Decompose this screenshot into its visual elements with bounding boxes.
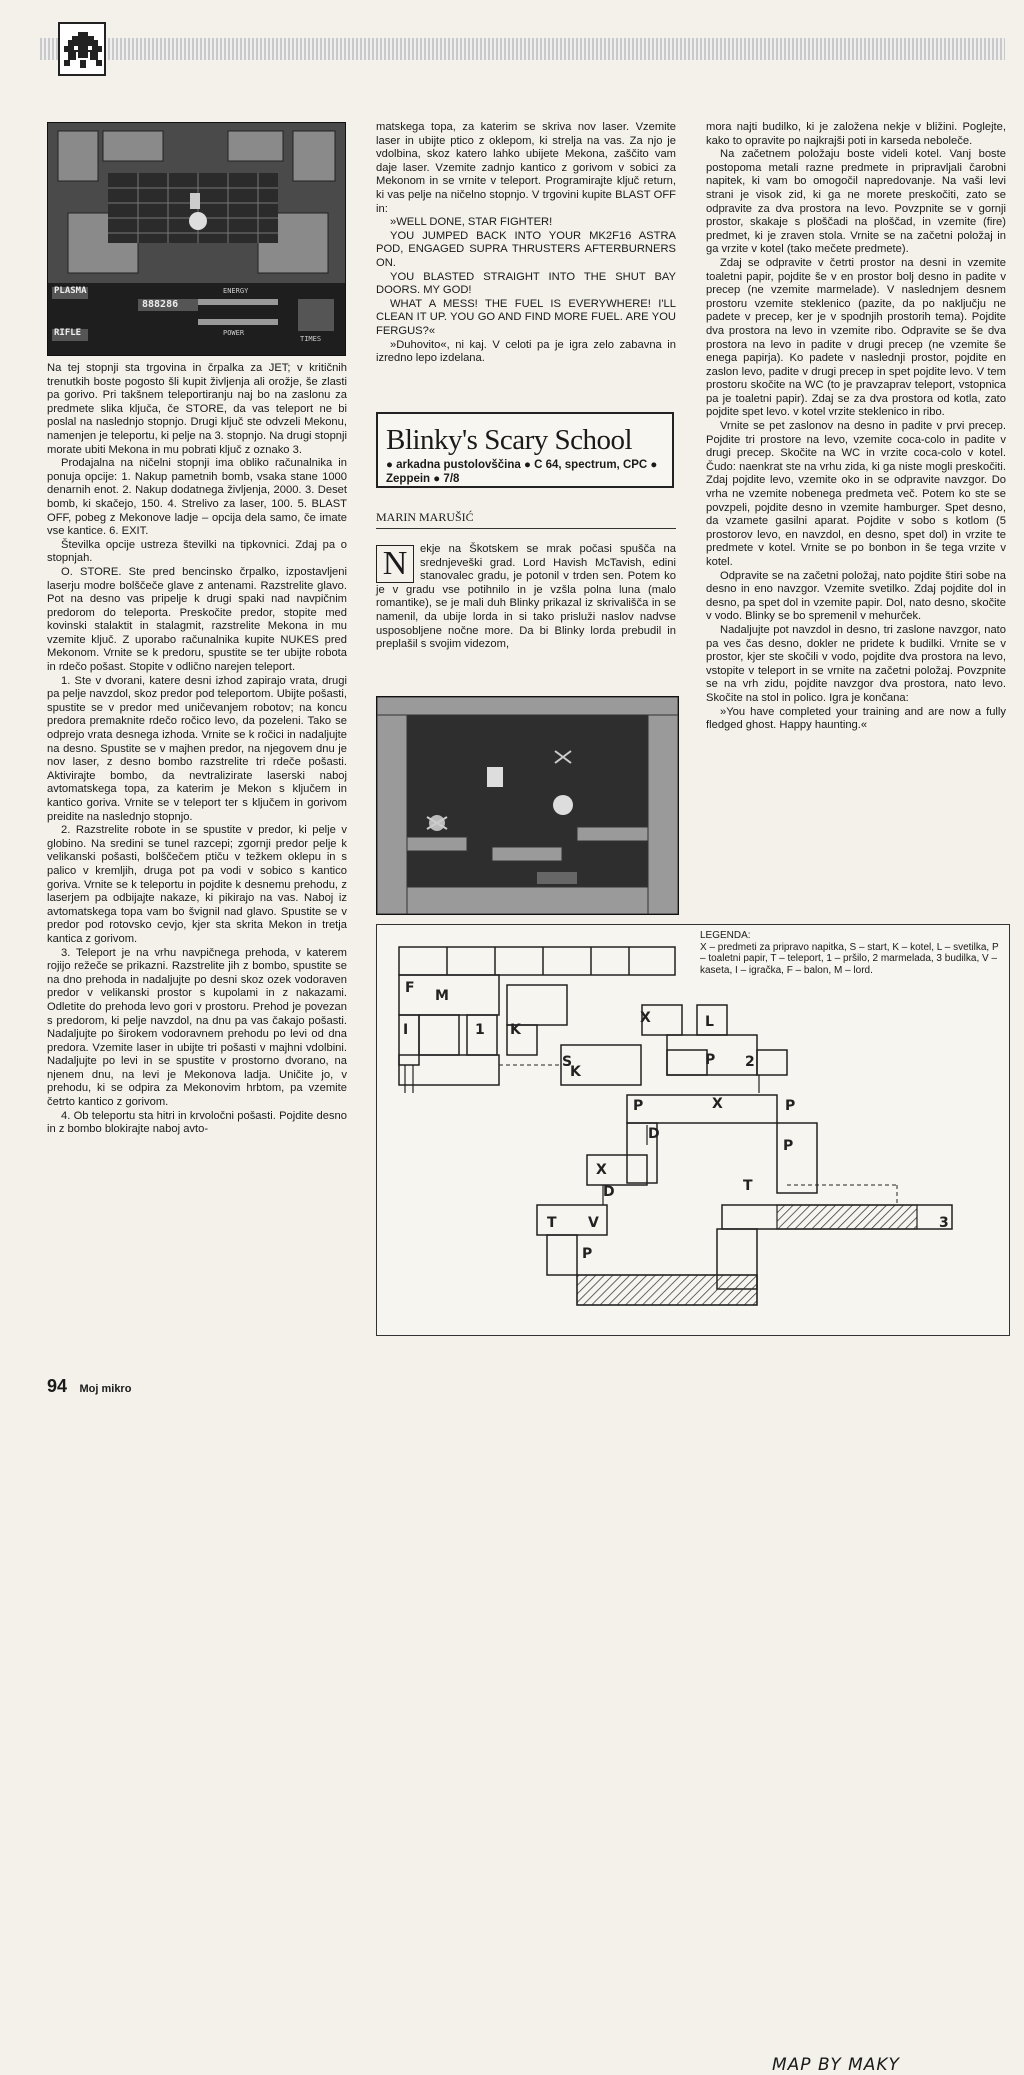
map-room-label: 1 [475, 1022, 485, 1038]
map-room-label: D [603, 1184, 615, 1200]
hud-weapon-secondary: RIFLE [54, 328, 82, 338]
paragraph: YOU BLASTED STRAIGHT INTO THE SHUT BAY DOORS. MY GOD! [376, 270, 676, 297]
magazine-name: Moj mikro [79, 1383, 132, 1395]
article-title-box [376, 412, 674, 488]
paragraph: Zdaj se odpravite v četrti prostor na desni in vzemite toaletni papir, pojdite še v en prostor bolj desno in padite v precep (ne vzemite marmelade). V naslednjem desnem prostoru vzemite steklenico (pazite, da po naključju ne padete v precep, ker je v spodnjih prostorih tema). Pojdite dva prostora na levo in vzemite ribo. Odpravite se še dva prostora na levo in padite v drugi precep (ne vzemite še enega papirja). Ko padete v naslednji prostor, pojdite en zaslon levo, padite v drugi precep in spet pojdite levo. V tem prostoru skočite na WC (to je pravzaprav teleport, vstopnica pa je toaletni papir). Zdaj se za dva prostora od kotla, zato pojdite spet levo. v kotel vrzite steklenico in ribo. [706, 256, 1006, 419]
hud-energy-label: ENERGY [223, 287, 249, 295]
game-screenshot-blinky [376, 696, 679, 915]
page-number: 94 [47, 1376, 68, 1396]
legend-heading: LEGENDA: [700, 930, 751, 941]
map-room-label: T [743, 1178, 753, 1194]
paragraph: »You have completed your training and are now a fully fledged ghost. Happy haunting.« [706, 705, 1006, 732]
legend-text: X – predmeti za pripravo napitka, S – start, K – kotel, L – svetilka, P – toaletni papir, T – teleport, 1 – pršilo, 2 marmelada, 3 budilka, V – kaseta, I – igračka, F – balon, M – lord. [700, 941, 999, 976]
map-signature: MAP BY MAKY [772, 2055, 900, 2075]
article-byline: MARIN MARUŠIĆ [376, 510, 676, 529]
map-room-label: T [547, 1215, 557, 1231]
paragraph: 4. Ob teleportu sta hitri in krvoločni pošasti. Pojdite desno in z bombo blokirajte naboj avto- [47, 1109, 347, 1136]
map-room-label: P [785, 1098, 796, 1114]
map-room-label: P [582, 1246, 593, 1262]
paragraph: »WELL DONE, STAR FIGHTER! [390, 216, 553, 229]
paragraph: 2. Razstrelite robote in se spustite v predor, ki pelje v globino. Na sredini se tunel razcepi; zgornji predor pelje k velikanski pošasti, bolščečem ptiču v težkem oklepu in s palico v kremljih, druga pot pa vodi v sobico s kantico goriva. Vrnite se k teleportu in pojdite k desnemu prehodu, z laserjem pa odbijajte nakaze, ki pikirajo na vas. Naboj iz avtomatskega topa vam bo švignil nad glavo. Spustite se v predor pod rotovsko cevjo, kjer sta skrita Mekon in tretja kantica z gorivom. [47, 824, 347, 945]
map-room-label: 2 [745, 1054, 755, 1070]
map-legend [700, 930, 1000, 976]
paragraph: WHAT A MESS! THE FUEL IS EVERYWHERE! I'LL CLEAN IT UP. YOU GO AND FIND MORE FUEL. ARE YOU FERGUS?« [376, 297, 676, 337]
paragraph: Prodajalna na ničelni stopnji ima obliko računalnika in ponuja opcije: 1. Nakup pametnih bomb, vsaka stane 1000 denarnih enot. 2. Nakup dodatnega življenja, 2000. 3. Deset bomb, ki skačejo, 150. 4. Strelivo za laser, 100. 5. BLAST OFF, pobeg z Mekonove ladje – opcija dela samo, če imate vse kantice. 6. EXIT. [47, 457, 347, 538]
paragraph: matskega topa, za katerim se skriva nov laser. Vzemite laser in ubijte ptico z oklepom, ki strelja na vas. Za njo je vdolbina, skoz katero lahko ubijete Mekona, zaščito vam daje laser. Vzemite zadnjo kantico z gorivom v sobici za Mekonom in se vrnite v teleport. Programirajte ključ return, ki vas pelje na ničelno stopnjo. V trgovini kupite BLAST OFF in: [376, 121, 676, 215]
hud-times-label: TIMES [300, 335, 322, 343]
hud-weapon-primary: PLASMA [54, 286, 87, 296]
intro-text: ekje na Škotskem se mrak počasi spušča na srednjeveški grad. Lord Havish McTavish, edini stanovalec gradu, je potonil v trden sen. Potem ko je v gradu vse potihnilo in je vzšla polna luna (malo romantike), se je mali duh Blinky prikazal iz skrivališča in se namenil, da ubije lorda in si tako prisluži naslov nadvse usposobljene nočne more. Da bi Blinky lorda prebudil in preplašil s svojim videzom, [376, 543, 676, 651]
map-room-label: X [596, 1162, 607, 1178]
paragraph: O. STORE. Ste pred bencinsko črpalko, izpostavljeni laserju modre bolščeče glave z antenami. Razstrelite glavo. Pot na desno vas pripelje k drugi spaki nad navpičnim predorom do teleporta. Preskočite predor, stopite med kovinski stalaktit in stalagmit, razstrelite Mekona in mu vzemite ključ. Z uporabo računalnika kupite NUKES pred Mekonom. Vrnite se k predoru, spustite se ter ubijte robota in rdečo pošast. Stopite v odlično narejen teleport. [47, 565, 347, 674]
game-map [376, 924, 1010, 2075]
magazine-logo [58, 22, 106, 76]
hud-score: 888286 [142, 299, 179, 310]
map-drawing [377, 925, 1011, 1337]
drop-cap: N [376, 545, 414, 583]
article-title: Blinky's Scary School [386, 424, 633, 456]
map-room-label: M [435, 988, 449, 1004]
map-room-label: X [712, 1096, 723, 1112]
map-room-label: P [633, 1098, 644, 1114]
left-text-column [47, 362, 347, 1137]
game-screenshot-mk2 [47, 122, 346, 356]
header-stripe [40, 38, 1005, 60]
paragraph: Na začetnem položaju boste videli kotel. Vanj boste postopoma metali razne predmete in pripravljali čarobni napitek, ki vam bo omogočil napredovanje. Na vaši levi strani je visok zid, ki ga ne morete preskočiti, zato se odpravite za dva prostora na levo. Povzpnite se v gornji prostor, skakaje s ploščadi na ploščad, in vzemite (fire) predmet, ki je zraven stola. Vrnite se na začetni položaj in ga vrzite v kotel (tako mečete predmete). [706, 148, 1006, 256]
map-room-label: X [640, 1010, 651, 1026]
middle-text-column [376, 121, 676, 366]
hud-power-label: POWER [223, 329, 245, 337]
paragraph: YOU JUMPED BACK INTO YOUR MK2F16 ASTRA POD, ENGAGED SUPRA THRUSTERS AFTERBURNERS ON. [376, 229, 676, 269]
space-invader-icon [64, 30, 102, 70]
paragraph: Odpravite se na začetni položaj, nato pojdite štiri sobe na desno in eno navzgor. Vzemite svetilko. Zdaj pojdite dol in desno, pa spet dol in vzemite papir. Dol, nato desno, skočite v vodo. Blinky se bo spremenil v mehurček. [706, 569, 1006, 623]
paragraph: Nadaljujte pot navzdol in desno, tri zaslone navzgor, nato pa ves čas desno, dokler ne pridete k budilki. Vrnite se v prostor, kjer ste skočili v vodo, pojdite dva prostora na levo, vstopite v teleport in se vrnite na začetni položaj. Povzpnite se na vrh zidu, pojdite navzgor dva prostora, nato levo. Skočite na stol in polico. Igra je končana: [706, 623, 1006, 704]
paragraph: 1. Ste v dvorani, katere desni izhod zapirajo vrata, drugi pa pelje navzdol, skoz predor pod teleportom. Ubijte pošasti, spustite se v predor med uničevanjem robotov; na koncu predora premaknite rdečo ročico levo, da pozeleni. Tako se odprejo vrata desnega izhoda. Vrnite se k ročici in nadaljujte na desno. Spustite se v majhen predor, na njegovem dnu je nov laser, z desno bombo razstrelite tri rdeče pošasti. Aktivirajte bombo, da nevtralizirate laserski naboj avtomatskega topa, za katerim je Mekon s ključem in kantico goriva. Vrnite se v teleport ter s ključem in gorivom preidite na naslednjo stopnjo. [47, 674, 347, 823]
map-room-label: S [562, 1054, 573, 1070]
article-meta: ● arkadna pustolovščina ● C 64, spectrum, CPC ● Zeppein ● 7/8 [386, 459, 658, 485]
article-intro [376, 543, 676, 652]
paragraph: Vrnite se pet zaslonov na desno in padite v prvi precep. Pojdite tri prostore na levo, vzemite coca-colo in padite v drugi precep. Skočite na WC in vrzite coca-colo v kotel. Čudo: naenkrat ste na vrhu zida, ki ga niste mogli preskočiti. Zdaj pojdite levo, vzemite oko in se odpravite navzgor. Do vrha ne vzemite nobenega predmeta več. Potem ko ste se povzpeli, pojdite desno in vzemite hamburger. Spet desno, da vzamete gasilni aparat. Pojdite v sobo s kotlom (5 prostorov levo, en navzdol, en desno, spet dol) in vrzite te predmete v kotel. Vrnite se po bonbon in še tega vrzite v kotel. [706, 420, 1006, 568]
map-room-label: K [570, 1064, 581, 1080]
paragraph: mora najti budilko, ki je založena nekje v bližini. Poglejte, kako to opravite po najkrajši poti in karseda neboleče. [706, 121, 1006, 147]
map-room-label: 3 [939, 1215, 949, 1231]
map-room-label: D [648, 1126, 660, 1142]
paragraph: 3. Teleport je na vrhu navpičnega prehoda, v katerem rojijo režeče se prikazni. Razstrelite jih z bombo, spustite se na dno prehoda in nadaljujte po desni skoz ozek vodoraven predor v velikanski prostor s kupolami in z nakazami. Odletite do prehoda levo gori v prostoru. Prehod je povezan s predorom, ki pelje navzdol, na dnu pa vas čakajo pošasti. Nadaljujte po širokem vodoravnem prehodu po levi od dna predora. Vzemite laser in ubijte tri pošasti v majhni vdolbini. Nadaljujte po levi in se spustite v prostorno dvorano, na njenem dnu, na levi je Mekonova ladja. Uničite jo, v prehodu, ki se odpira za Mekonovim hrbtom, pa vzemite četrto kantico z gorivom. [47, 946, 347, 1109]
map-room-label: L [705, 1014, 714, 1030]
map-room-label: V [588, 1215, 599, 1231]
map-room-label: F [405, 980, 415, 996]
paragraph: Na tej stopnji sta trgovina in črpalka za JET; v kritičnih trenutkih boste pogosto šli kupit življenja ali orožje, še zlasti pa gorivo. Pri takšnem teleportiranju naj bo na zaslonu za predmete slika ključa, če STORE, da vas teleport ne bi poslal na naslednjo stopnjo. Drugi ključ ste odvzeli Mekonu, namenjen je teleportu, ki pelje na 3. stopnjo. Na drugi stopnji morate ubiti Mekona in mu pobrati ključ z oznako 3. [47, 362, 347, 456]
map-room-label: P [705, 1052, 716, 1068]
map-room-label: I [403, 1022, 409, 1038]
right-text-column [706, 121, 1006, 733]
paragraph: »Duhovito«, ni kaj. V celoti pa je igra zelo zabavna in izredno lepo izdelana. [376, 338, 676, 365]
map-room-label: P [783, 1138, 794, 1154]
page-footer [47, 1376, 131, 1397]
paragraph: Številka opcije ustreza številki na tipkovnici. Zdaj pa o stopnjah. [47, 538, 347, 565]
map-room-label: K [510, 1022, 521, 1038]
